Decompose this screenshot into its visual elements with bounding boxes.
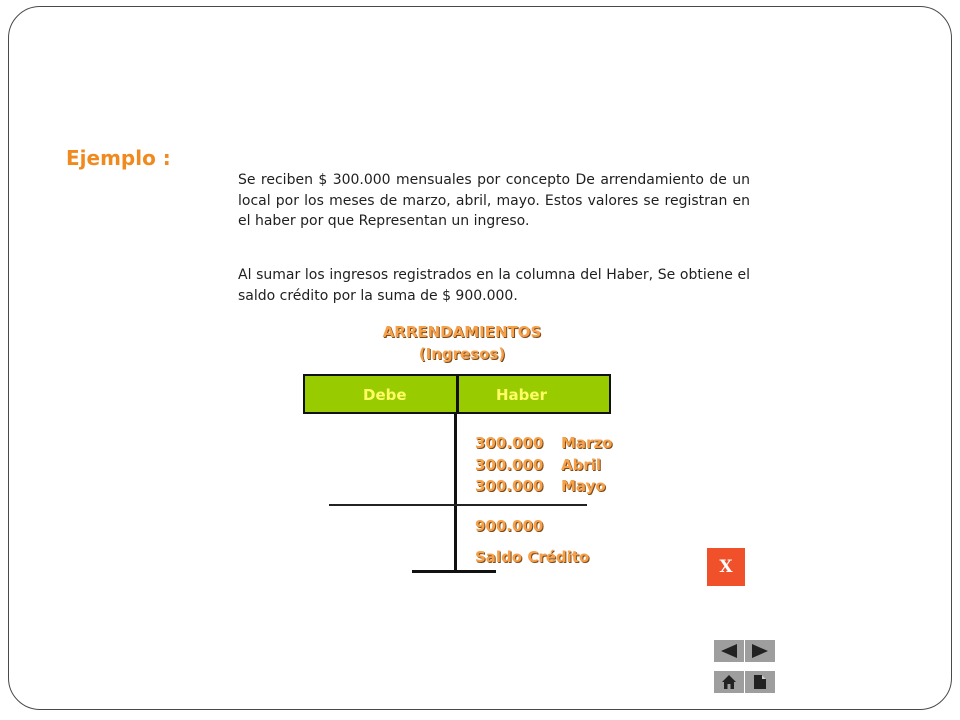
entry-amount: 300.000	[475, 434, 544, 452]
close-button[interactable]: X	[707, 548, 745, 586]
description-paragraph-2: Al sumar los ingresos registrados en la columna del Haber, Se obtiene el saldo crédito por la suma de $ 900.000.	[238, 267, 750, 304]
next-slide-button[interactable]	[745, 640, 775, 662]
credit-entry	[475, 434, 612, 452]
account-subtitle: (Ingresos)	[418, 345, 506, 363]
entry-amount: 300.000	[475, 456, 544, 474]
entry-month: Abril	[561, 456, 602, 474]
total-rule	[329, 504, 587, 506]
t-account-vertical-line	[454, 414, 457, 572]
credit-entry	[475, 456, 601, 474]
t-account-base-line	[412, 570, 496, 573]
page-button[interactable]	[745, 671, 775, 693]
credit-entry	[475, 477, 606, 495]
entry-amount: 300.000	[475, 477, 544, 495]
triangle-right-icon	[751, 644, 769, 658]
total-amount: 900.000	[475, 517, 544, 535]
page-icon	[753, 674, 767, 690]
t-account-header	[303, 374, 611, 414]
home-icon	[721, 674, 737, 690]
entry-month: Marzo	[561, 434, 613, 452]
triangle-left-icon	[720, 644, 738, 658]
description-paragraph-1: Se reciben $ 300.000 mensuales por concepto De arrendamiento de un local por los meses de marzo, abril, mayo. Estos valores se registran en el haber por que Representan un ingreso.	[238, 172, 750, 229]
slide-title: Ejemplo :	[66, 146, 171, 170]
home-button[interactable]	[714, 671, 744, 693]
account-name: ARRENDAMIENTOS	[382, 323, 542, 341]
previous-slide-button[interactable]	[714, 640, 744, 662]
entry-month: Mayo	[561, 477, 606, 495]
debit-header: Debe	[363, 386, 407, 404]
t-account-header-divider	[456, 376, 459, 412]
credit-header: Haber	[496, 386, 547, 404]
balance-label: Saldo Crédito	[475, 548, 590, 566]
